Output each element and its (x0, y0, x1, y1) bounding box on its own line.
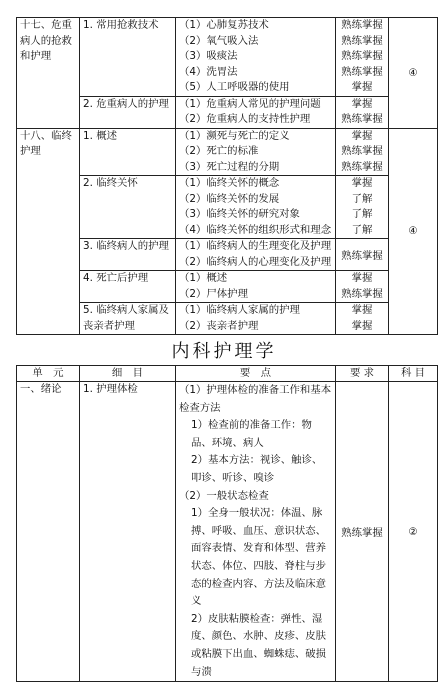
point-text: 1）检查前的准备工作：物品、环境、病人 (191, 419, 312, 449)
point-text: 1）全身一般状况：体温、脉搏、呼吸、血压、意识状态、面容表情、发育和体型、营养状态、体位、四肢、脊柱与步态的检查内容、方法及临床意义 (191, 507, 327, 608)
requirement-text: 熟练掌握 (341, 160, 383, 173)
unit-cell: 一、绪论 (17, 382, 80, 682)
item-cell: 2. 临终关怀 (80, 176, 176, 239)
requirement-text: 熟练掌握 (341, 50, 383, 62)
requirement-text: 掌握 (351, 304, 373, 316)
item-cell: 5. 临终病人家属及丧亲者护理 (80, 303, 176, 335)
score-cell: ④ (389, 18, 438, 129)
column-header: 要 点 (176, 366, 336, 382)
table-row (17, 128, 438, 176)
points-cell (176, 96, 336, 128)
point-text: （1）护理体检的准备工作和基本检查方法 (179, 384, 332, 414)
point-text: （2）死亡的标准 (179, 145, 259, 157)
point-text: （2）危重病人的支持性护理 (179, 113, 311, 125)
item-cell: 1. 概述 (80, 128, 176, 176)
item-cell: 4. 死亡后护理 (80, 271, 176, 303)
point-text: 2）基本方法：视诊、触诊、叩诊、听诊、嗅诊 (191, 454, 323, 484)
requirement-text: 了解 (351, 192, 373, 205)
requirement-text: 熟练掌握 (341, 145, 383, 157)
points-cell (176, 128, 336, 176)
points-cell (176, 271, 336, 303)
table-header-row (17, 366, 438, 382)
requirement-cell: 熟练掌握 (336, 382, 389, 682)
table-row (17, 239, 438, 271)
point-text: （2）氧气吸入法 (179, 34, 259, 47)
column-header: 科 目 (389, 366, 438, 382)
table-row (17, 176, 438, 239)
column-header: 要 求 (336, 366, 389, 382)
table-row (17, 18, 438, 97)
point-text: （4）临终关怀的组织形式和理念 (179, 223, 332, 236)
item-cell: 1. 常用抢救技术 (80, 18, 176, 97)
requirement-cell (336, 271, 389, 303)
table-row (17, 271, 438, 303)
requirement-text: 熟练掌握 (341, 65, 383, 78)
nursing-syllabus-table-continued (16, 17, 438, 335)
requirement-text: 掌握 (351, 81, 373, 93)
requirement-cell (336, 18, 389, 97)
requirement-cell: 熟练掌握 (336, 239, 389, 271)
column-header: 细 目 (80, 366, 176, 382)
unit-cell: 十七、危重病人的抢救和护理 (17, 18, 80, 129)
unit-cell: 十八、临终护理 (17, 128, 80, 335)
point-text: （1）临终关怀的概念 (179, 177, 280, 189)
requirement-text: 熟练掌握 (341, 19, 383, 31)
requirement-text: 掌握 (351, 129, 373, 142)
score-cell: ④ (389, 128, 438, 335)
table-row (17, 96, 438, 128)
internal-medicine-nursing-table (16, 365, 438, 682)
requirement-text: 熟练掌握 (341, 287, 383, 300)
point-text: （2）尸体护理 (179, 287, 248, 300)
requirement-text: 熟练掌握 (341, 34, 383, 47)
point-text: 2）皮肤粘膜检查：弹性、湿度、颜色、水肿、皮疹、皮肤或粘膜下出血、蜘蛛痣、破损与溃 (191, 612, 327, 678)
table-row (17, 382, 438, 682)
requirement-text: 了解 (351, 223, 373, 236)
table-row (17, 303, 438, 335)
requirement-text: 掌握 (351, 177, 373, 189)
points-cell (176, 176, 336, 239)
point-text: （1）临终病人家属的护理 (179, 304, 300, 316)
item-cell: 2. 危重病人的护理 (80, 96, 176, 128)
points-cell (176, 239, 336, 271)
point-text: （2）一般状态检查 (179, 489, 269, 502)
score-cell: ② (389, 382, 438, 682)
requirement-text: 掌握 (351, 272, 373, 284)
section-title: 内科护理学 (171, 341, 277, 362)
requirement-text: 了解 (351, 208, 373, 220)
column-header: 单 元 (17, 366, 80, 382)
item-cell: 1. 护理体检 (80, 382, 176, 682)
point-text: （1）濒死与死亡的定义 (179, 129, 290, 142)
points-cell (176, 18, 336, 97)
point-text: （2）丧亲者护理 (179, 319, 259, 332)
point-text: （4）洗胃法 (179, 65, 238, 78)
item-cell: 3. 临终病人的护理 (80, 239, 176, 271)
requirement-cell (336, 303, 389, 335)
point-text: （3）死亡过程的分期 (179, 160, 280, 173)
table1-body (17, 18, 438, 335)
point-text: （3）临终关怀的研究对象 (179, 208, 300, 220)
requirement-cell (336, 128, 389, 176)
requirement-text: 熟练掌握 (341, 113, 383, 125)
requirement-text: 掌握 (351, 319, 373, 332)
point-text: （1）心肺复苏技术 (179, 19, 269, 31)
point-text: （1）危重病人常见的护理问题 (179, 97, 321, 110)
point-text: （1）临终病人的生理变化及护理 (179, 240, 332, 252)
point-text: （1）概述 (179, 272, 228, 284)
requirement-cell (336, 176, 389, 239)
points-cell (176, 303, 336, 335)
point-text: （5）人工呼吸器的使用 (179, 81, 290, 93)
points-cell (176, 382, 336, 682)
requirement-text: 掌握 (351, 97, 373, 110)
point-text: （2）临终关怀的发展 (179, 192, 280, 205)
point-text: （3）吸痰法 (179, 50, 238, 62)
requirement-cell (336, 96, 389, 128)
point-text: （2）临终病人的心理变化及护理 (179, 255, 332, 268)
